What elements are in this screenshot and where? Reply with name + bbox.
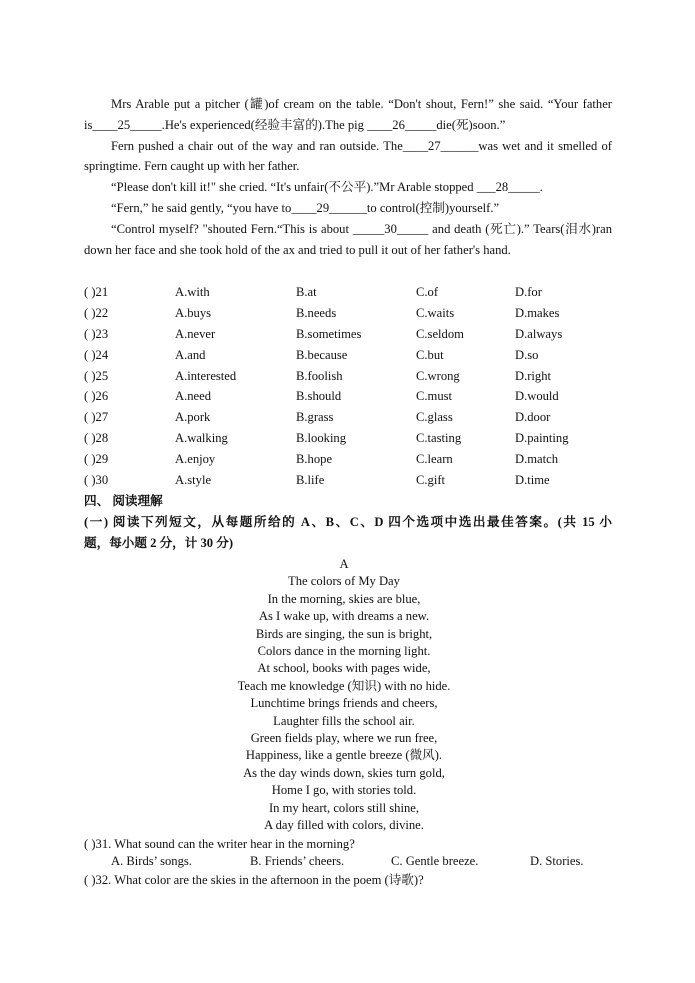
poem-line: Teach me knowledge (知识) with no hide.	[237, 678, 451, 693]
passage-paragraph: “Control myself? "shouted Fern.“This is about _____30_____ and death (死亡).” Tears(泪水)ran down her face and she took hold of the ax and tried to pull it out of her father's hand.	[84, 221, 612, 257]
question-number: ( )22	[84, 305, 109, 320]
question-number: ( )25	[84, 368, 109, 383]
poem-line: Lunchtime brings friends and cheers,	[250, 696, 438, 711]
option-d: D.would	[515, 389, 559, 404]
option-d: D.so	[515, 347, 539, 362]
question-number: ( )23	[84, 326, 109, 341]
option-c: C.but	[416, 347, 444, 362]
option-c: C.tasting	[416, 431, 462, 446]
poem-line: Laughter fills the school air.	[273, 713, 415, 728]
poem-line: Home I go, with stories told.	[271, 783, 417, 798]
option-d: D.always	[515, 326, 563, 341]
poem-line: As I wake up, with dreams a new.	[258, 609, 430, 624]
option-b: B.hope	[296, 452, 333, 467]
option-a: A.walking	[175, 431, 228, 446]
question-number: ( )30	[84, 473, 109, 488]
option-c: C.learn	[416, 452, 453, 467]
option-d: D.match	[515, 452, 559, 467]
option-b: B.looking	[296, 431, 347, 446]
option-b: B.needs	[296, 305, 337, 320]
question-number: ( )21	[84, 285, 109, 299]
instruction-line: (一) 阅读下列短文，从每题所给的 A、B、C、D 四个选项中选出最佳答案。(共 15 小	[84, 515, 612, 529]
poem-line: In the morning, skies are blue,	[267, 591, 421, 606]
option-row	[84, 449, 624, 470]
question-31	[84, 836, 624, 871]
poem-line: Birds are singing, the sun is bright,	[255, 626, 433, 641]
question-number: ( )29	[84, 452, 109, 467]
option-d: D.for	[515, 285, 542, 299]
question-options	[84, 853, 624, 870]
option-row	[84, 366, 624, 387]
option-row	[84, 324, 624, 345]
question-number: ( )28	[84, 431, 109, 446]
option-c: C.must	[416, 389, 453, 404]
option-a: A.style	[175, 473, 212, 488]
option-a: A.with	[175, 285, 210, 299]
question-stem: ( )31. What sound can the writer hear in the morning?	[84, 837, 355, 851]
option-b: B.at	[296, 285, 317, 299]
poem-title: The colors of My Day	[288, 574, 400, 589]
poem-line: A day filled with colors, divine.	[264, 818, 424, 833]
poem-line: As the day winds down, skies turn gold,	[243, 765, 445, 780]
question-number: ( )27	[84, 410, 109, 425]
question-number: ( )26	[84, 389, 109, 404]
option-d: D.makes	[515, 305, 560, 320]
section-heading: 四、 阅读理解	[84, 494, 163, 508]
passage-label: A	[339, 557, 349, 571]
option-b: B.because	[296, 347, 348, 362]
option-row	[84, 428, 624, 449]
option-a: A.pork	[175, 410, 211, 425]
option-a: A.interested	[175, 368, 237, 383]
option-b: B.grass	[296, 410, 334, 425]
passage-paragraph: Mrs Arable put a pitcher (罐)of cream on the table. “Don't shout, Fern!” she said. “Your father is____25_____.He's experienced(经验丰富的).The pig ____26_____die(死)soon.”	[84, 97, 612, 132]
poem-line: Happiness, like a gentle breeze (微风).	[245, 748, 443, 763]
option-a: A.and	[175, 347, 206, 362]
passage-paragraph: Fern pushed a chair out of the way and ran outside. The____27______was wet and it smelled of springtime. Fern caught up with her father.	[84, 138, 612, 174]
question-32	[84, 872, 624, 889]
option-b: B.should	[296, 389, 342, 404]
option-d: D.painting	[515, 431, 569, 446]
option-row	[84, 386, 624, 407]
poem-line: Green fields play, where we run free,	[250, 731, 438, 746]
option-b: B.sometimes	[296, 326, 362, 341]
option-row	[84, 345, 624, 366]
cloze-passage	[84, 94, 612, 260]
cloze-options-list	[84, 282, 624, 491]
option-b: B.life	[296, 473, 325, 488]
option-d: D. Stories.	[530, 854, 584, 869]
instruction-line: 题，每小题 2 分，计 30 分)	[84, 535, 234, 550]
option-c: C.wrong	[416, 368, 460, 383]
passage-paragraph: “Fern,” he said gently, “you have to____29______to control(控制)yourself.”	[111, 200, 500, 215]
poem-line: At school, books with pages wide,	[257, 661, 431, 676]
option-d: D.time	[515, 473, 550, 488]
passage-paragraph: “Please don't kill it!" she cried. “It's unfair(不公平).”Mr Arable stopped ___28_____.	[111, 180, 543, 195]
option-a: A. Birds’ songs.	[111, 854, 192, 869]
option-c: C.gift	[416, 473, 446, 488]
option-row	[84, 303, 624, 324]
poem-line: In my heart, colors still shine,	[268, 800, 420, 815]
option-a: A.buys	[175, 305, 212, 320]
option-a: A.need	[175, 389, 212, 404]
option-d: D.right	[515, 368, 552, 383]
option-row	[84, 407, 624, 428]
option-c: C.waits	[416, 305, 455, 320]
option-d: D.door	[515, 410, 551, 425]
option-a: A.never	[175, 326, 216, 341]
question-number: ( )24	[84, 347, 109, 362]
poem	[84, 556, 604, 835]
option-c: C.seldom	[416, 326, 464, 341]
option-c: C.of	[416, 285, 439, 299]
section-instructions	[84, 512, 612, 554]
option-row	[84, 282, 624, 303]
option-a: A.enjoy	[175, 452, 216, 467]
question-stem: ( )32. What color are the skies in the afternoon in the poem (诗歌)?	[84, 873, 424, 887]
poem-line: Colors dance in the morning light.	[257, 644, 431, 659]
option-b: B. Friends’ cheers.	[250, 854, 345, 869]
option-row	[84, 470, 624, 491]
option-c: C.glass	[416, 410, 453, 425]
option-c: C. Gentle breeze.	[391, 854, 479, 869]
option-b: B.foolish	[296, 368, 343, 383]
